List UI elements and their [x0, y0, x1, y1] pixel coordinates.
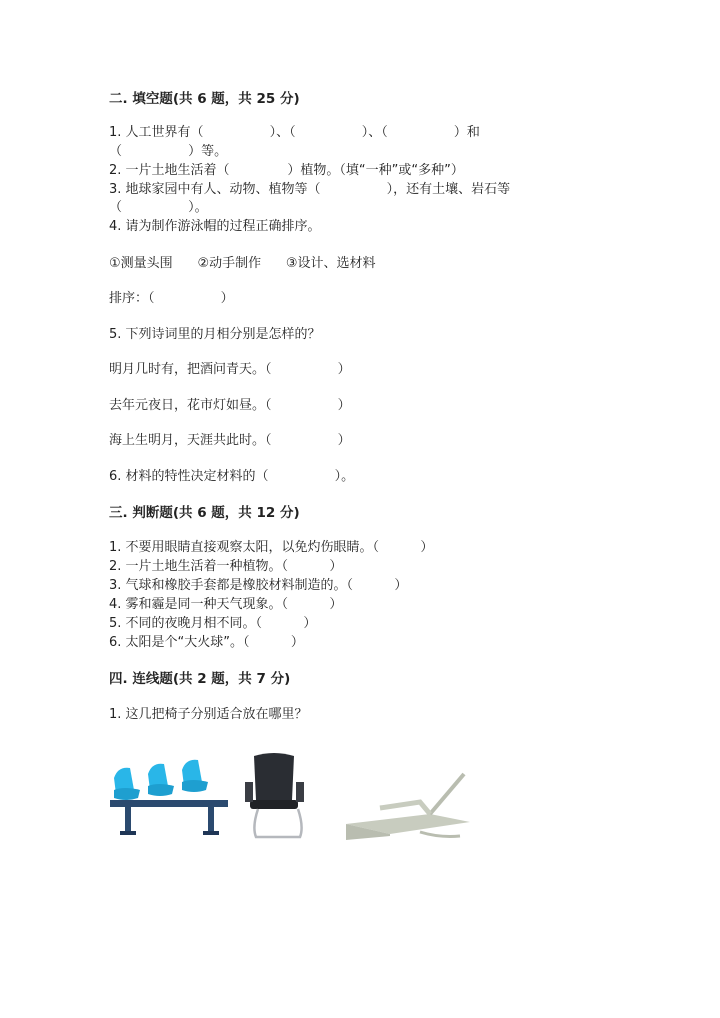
- q5-poem-c: 海上生明月，天涯共此时。（ ）: [109, 433, 351, 448]
- q2-line: 2. 一片土地生活着（ ）植物。（填“一种”或“多种”）: [109, 163, 464, 178]
- q4-sort: 排序：（ ）: [109, 291, 234, 306]
- blue-waiting-chairs: [110, 760, 228, 835]
- q5-poem-b: 去年元夜日，花市灯如昼。（ ）: [109, 398, 351, 413]
- section-match-title: 四. 连线题(共 2 题，共 7 分): [109, 671, 291, 687]
- section-fill-title: 二. 填空题(共 6 题，共 25 分): [109, 91, 300, 107]
- q4-options: ①测量头围 ②动手制作 ③设计、选材料: [109, 256, 376, 271]
- section-judge-title: 三. 判断题(共 6 题，共 12 分): [109, 505, 300, 521]
- judge-item: 1. 不要用眼睛直接观察太阳，以免灼伤眼睛。（ ）: [109, 540, 434, 555]
- match-q1: 1. 这几把椅子分别适合放在哪里？: [109, 707, 308, 722]
- q1-line-2: （ ）等。: [109, 144, 228, 159]
- judge-item: 6. 太阳是个“大火球”。（ ）: [109, 635, 304, 650]
- q6-line: 6. 材料的特性决定材料的（ ）。: [109, 469, 355, 484]
- black-office-chair: [245, 753, 304, 837]
- judge-item: 4. 雾和霾是同一种天气现象。（ ）: [109, 597, 343, 612]
- q5-line: 5. 下列诗词里的月相分别是怎样的？: [109, 327, 321, 342]
- judge-item: 5. 不同的夜晚月相不同。（ ）: [109, 616, 317, 631]
- chairs-illustration: [100, 748, 480, 858]
- judge-item: 3. 气球和橡胶手套都是橡胶材料制造的。（ ）: [109, 578, 408, 593]
- gray-lounger: [346, 774, 470, 840]
- q1-line-1: 1. 人工世界有（ ）、（ ）、（ ）和: [109, 125, 480, 140]
- q3-line-1: 3. 地球家园中有人、动物、植物等（ ），还有土壤、岩石等: [109, 182, 511, 197]
- q3-line-2: （ ）。: [109, 200, 208, 215]
- q4-line: 4. 请为制作游泳帽的过程正确排序。: [109, 219, 321, 234]
- q5-poem-a: 明月几时有，把酒问青天。（ ）: [109, 362, 351, 377]
- judge-item: 2. 一片土地生活着一种植物。（ ）: [109, 559, 343, 574]
